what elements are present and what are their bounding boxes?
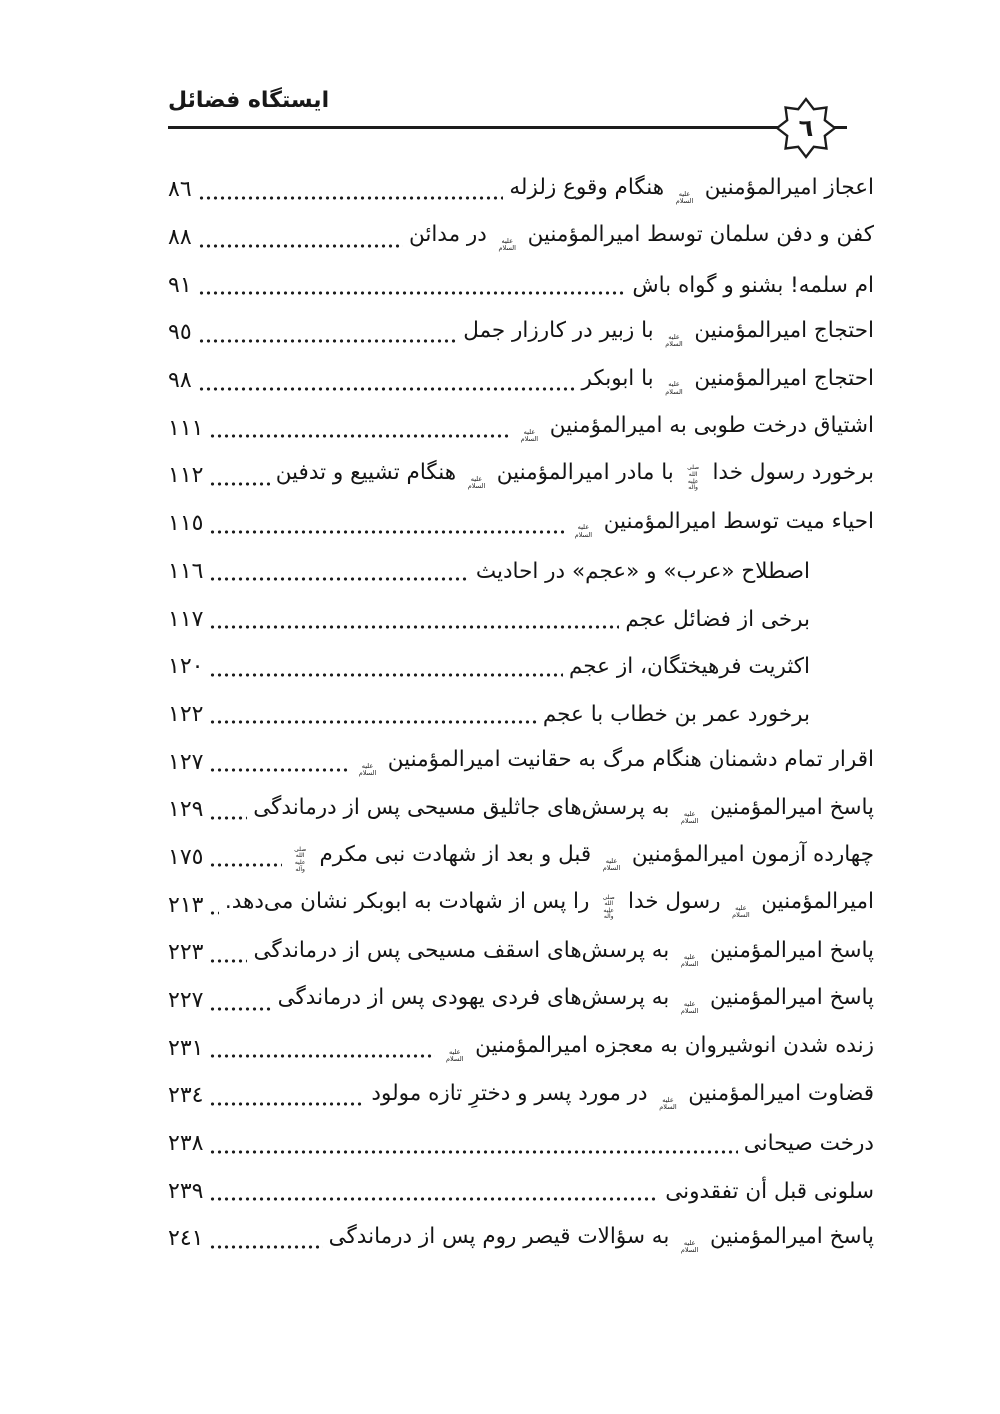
toc-entry — [168, 261, 874, 309]
toc-entry-title: پاسخ امیرالمؤمنین علیه السلام به پرسش‌های جاثلیق مسیحی پس از درماندگی — [253, 794, 874, 825]
honorific-as-mark: علیه السلام — [680, 952, 699, 968]
toc-entry-title: اقرار تمام دشمنان هنگام مرگ به حقانیت امیرالمؤمنین علیه السلام — [358, 747, 874, 778]
dot-leader — [209, 1150, 737, 1154]
honorific-as-mark: علیه السلام — [680, 1238, 699, 1254]
toc-entry-page-number: ٩٥ — [168, 320, 192, 346]
honorific-as-mark: علیه السلام — [467, 475, 486, 491]
toc-entry-page-number: ١١٧ — [168, 606, 204, 632]
toc-entry-title: کفن و دفن سلمان توسط امیرالمؤمنین علیه السلام در مدائن — [408, 222, 874, 253]
page-number-star-badge — [776, 97, 836, 159]
toc-entry-title: احتجاج امیرالمؤمنین علیه السلام با زبیر در کارزار جمل — [463, 317, 874, 348]
toc-entry-title: اعجاز امیرالمؤمنین علیه السلام هنگام وقوع زلزله — [509, 174, 874, 205]
toc-entry-page-number: ١١٥ — [168, 511, 204, 537]
toc-entry — [168, 595, 874, 643]
toc-entry-title: احیاء میت توسط امیرالمؤمنین علیه السلام — [574, 508, 874, 539]
dot-leader — [209, 482, 269, 486]
honorific-saww-mark: صلی الله علیه وآله — [602, 893, 615, 921]
dot-leader — [198, 196, 504, 200]
toc-entry — [168, 309, 874, 357]
honorific-as-mark: علیه السلام — [665, 380, 683, 396]
toc-entry — [168, 452, 874, 500]
toc-entry-page-number: ٢٣١ — [168, 1035, 204, 1061]
toc-entry-page-number: ٢٢٣ — [168, 940, 204, 966]
dot-leader — [209, 768, 348, 772]
toc-entry-page-number: ٢٢٧ — [168, 988, 204, 1014]
toc-entry — [168, 977, 874, 1025]
toc-entry-page-number: ٩١ — [168, 272, 192, 298]
dot-leader — [209, 1245, 322, 1249]
dot-leader — [209, 1102, 365, 1106]
toc-entry-title: برخی از فضائل عجم — [625, 606, 810, 632]
toc-list — [168, 166, 874, 1263]
toc-entry — [168, 691, 874, 739]
dot-leader — [209, 577, 469, 581]
toc-entry — [168, 548, 874, 596]
toc-entry-title: پاسخ امیرالمؤمنین علیه السلام به سؤالات قیصر روم پس از درماندگی — [328, 1223, 874, 1254]
dot-leader — [209, 1197, 659, 1201]
toc-entry-page-number: ١١١ — [168, 415, 204, 441]
toc-entry-page-number: ٢٣٤ — [168, 1083, 204, 1109]
dot-leader — [209, 434, 509, 438]
honorific-saww-mark: صلی الله علیه وآله — [687, 464, 700, 492]
honorific-as-mark: علیه السلام — [574, 523, 593, 539]
toc-entry — [168, 1167, 874, 1215]
dot-leader — [209, 1054, 435, 1058]
toc-entry — [168, 834, 874, 882]
toc-entry-title: اشتیاق درخت طوبی به امیرالمؤمنین علیه السلام — [520, 413, 874, 444]
toc-entry-page-number: ٢١٣ — [168, 892, 204, 918]
toc-entry — [168, 643, 874, 691]
running-head-title: ایستگاه فضائل — [168, 88, 330, 113]
toc-entry-page-number: ٢٤١ — [168, 1226, 204, 1252]
dot-leader — [209, 816, 247, 820]
toc-entry-title: برخورد عمر بن خطاب با عجم — [542, 701, 810, 727]
dot-leader — [209, 863, 281, 867]
honorific-as-mark: علیه السلام — [675, 189, 694, 205]
header-rule — [168, 126, 779, 129]
toc-entry-title: درخت صیحانی — [743, 1131, 874, 1157]
toc-entry-page-number: ٢٣٨ — [168, 1131, 204, 1157]
toc-entry — [168, 881, 874, 929]
toc-entry-page-number: ٨٦ — [168, 177, 192, 203]
page-number: ٦ — [798, 114, 814, 142]
honorific-as-mark: علیه السلام — [732, 904, 750, 920]
toc-entry-title: ام سلمه! بشنو و گواه باش — [632, 272, 874, 298]
toc-entry — [168, 357, 874, 405]
toc-entry-page-number: ٢٣٩ — [168, 1178, 204, 1204]
toc-entry — [168, 1072, 874, 1120]
honorific-as-mark: علیه السلام — [446, 1048, 464, 1064]
dot-leader — [198, 387, 576, 391]
toc-entry-title: امیرالمؤمنین علیه السلام رسول خدا صلی الله علیه وآله را پس از شهادت به ابوبکر نشان می‌دهد. — [224, 889, 874, 921]
dot-leader — [209, 720, 536, 724]
dot-leader — [198, 339, 458, 343]
toc-entry-page-number: ٩٨ — [168, 368, 192, 394]
dot-leader — [209, 673, 563, 677]
honorific-as-mark: علیه السلام — [498, 237, 516, 253]
dot-leader — [198, 244, 403, 248]
toc-entry-page-number: ٨٨ — [168, 225, 192, 251]
honorific-as-mark: علیه السلام — [680, 1000, 699, 1016]
toc-entry-title: زنده شدن انوشیروان به معجزه امیرالمؤمنین علیه السلام — [446, 1033, 874, 1064]
toc-entry-title: احتجاج امیرالمؤمنین علیه السلام با ابوبکر — [581, 365, 874, 396]
toc-entry — [168, 500, 874, 548]
toc-entry-page-number: ١٢٠ — [168, 654, 204, 680]
toc-entry — [168, 1120, 874, 1168]
toc-entry-title: پاسخ امیرالمؤمنین علیه السلام به پرسش‌های فردی یهودی پس از درماندگی — [277, 985, 874, 1016]
honorific-as-mark: علیه السلام — [602, 856, 621, 872]
dot-leader — [209, 1007, 271, 1011]
toc-entry-title: سلونی قبل أن تفقدونی — [665, 1178, 874, 1204]
toc-entry-page-number: ١١٦ — [168, 558, 204, 584]
toc-entry — [168, 786, 874, 834]
toc-entry-title: اصطلاح «عرب» و «عجم» در احادیث — [475, 558, 810, 584]
toc-entry-page-number: ١١٢ — [168, 463, 204, 489]
toc-entry — [168, 214, 874, 262]
honorific-as-mark: علیه السلام — [358, 761, 377, 778]
honorific-as-mark: علیه السلام — [520, 428, 539, 444]
toc-entry-page-number: ١٢٢ — [168, 701, 204, 727]
toc-entry-page-number: ١٧٥ — [168, 844, 204, 870]
dot-leader — [209, 625, 619, 629]
dot-leader — [209, 959, 247, 963]
honorific-as-mark: علیه السلام — [659, 1095, 677, 1111]
toc-entry-title: اکثریت فرهیختگان، از عجم — [568, 654, 810, 680]
toc-entry — [168, 1024, 874, 1072]
dot-leader — [198, 291, 627, 295]
toc-entry — [168, 738, 874, 786]
toc-entry-title: چهارده آزمون امیرالمؤمنین علیه السلام قبل و بعد از شهادت نبی مکرم صلی الله علیه وآله — [288, 842, 874, 874]
honorific-saww-mark: صلی الله علیه وآله — [294, 845, 307, 873]
toc-entry — [168, 1215, 874, 1263]
toc-entry — [168, 166, 874, 214]
honorific-as-mark: علیه السلام — [665, 332, 683, 348]
toc-entry — [168, 929, 874, 977]
toc-entry — [168, 404, 874, 452]
toc-entry-page-number: ١٢٧ — [168, 749, 204, 775]
honorific-as-mark: علیه السلام — [680, 809, 699, 825]
toc-entry-page-number: ١٢٩ — [168, 797, 204, 823]
toc-entry-title: برخورد رسول خدا صلی الله علیه وآله با مادر امیرالمؤمنین علیه السلام هنگام تشییع و تدفین — [275, 460, 874, 492]
dot-leader — [209, 911, 218, 915]
toc-entry-title: قضاوت امیرالمؤمنین علیه السلام در مورد پسر و دخترِ تازه مولود — [371, 1080, 874, 1111]
toc-entry-title: پاسخ امیرالمؤمنین علیه السلام به پرسش‌های اسقف مسیحی پس از درماندگی — [253, 937, 874, 968]
dot-leader — [209, 530, 563, 534]
